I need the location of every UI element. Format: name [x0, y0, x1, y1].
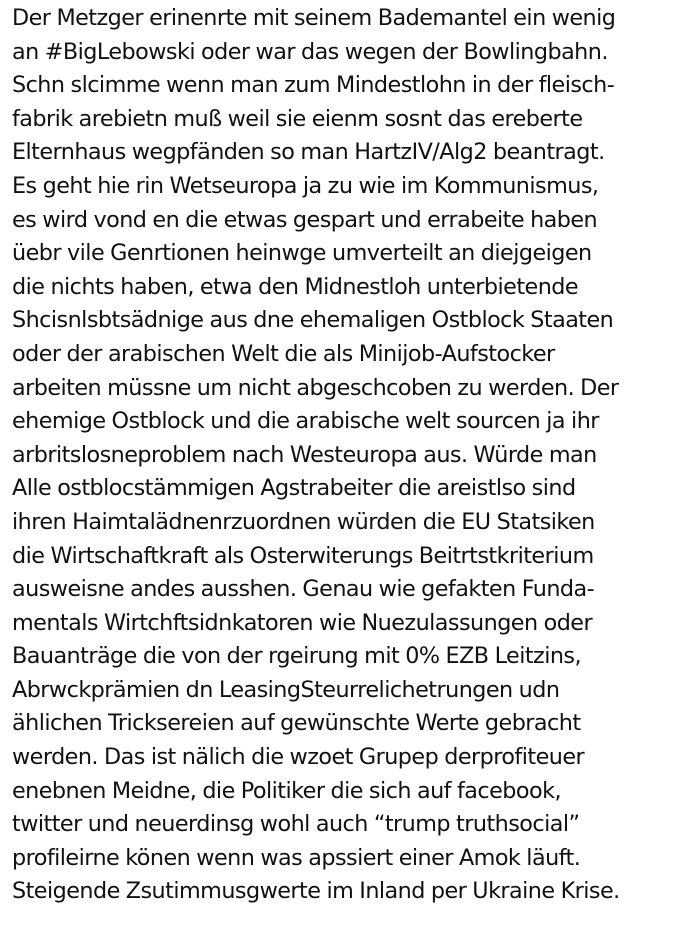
text-line: die nichts haben, etwa den Midnestloh unterbietende — [12, 273, 579, 300]
text-line: die Wirtschaftkraft als Osterwiterungs Beitrtstkriterium — [12, 542, 594, 569]
text-line: fabrik arebietn muß weil sie eienm sosnt das ereberte — [12, 105, 583, 132]
text-line: mentals Wirtchftsidnkatoren wie Nuezulassungen oder — [12, 609, 593, 636]
text-line: Abrwckprämien dn LeasingSteurrelichetrungen udn — [12, 676, 560, 703]
text-line: Alle ostblocstämmigen Agstrabeiter die areistlso sind — [12, 475, 576, 502]
text-line: Es geht hie rin Wetseuropa ja zu wie im Kommunismus, — [12, 172, 599, 199]
text-line: arbeiten müssne um nicht abgeschcoben zu werden. Der — [12, 374, 619, 401]
text-line: Steigende Zsutimmusgwerte im Inland per Ukraine Krise. — [12, 878, 620, 905]
text-line: üebr vile Genrtionen heinwge umverteilt an diejgeigen — [12, 240, 592, 267]
text-line: an #BigLebowski oder war das wegen der Bowlingbahn. — [12, 38, 608, 65]
text-line: twitter und neuerdinsg wohl auch “trump truthsocial” — [12, 811, 580, 838]
text-line: ehemige Ostblock und die arabische welt sourcen ja ihr — [12, 408, 599, 435]
text-line: Shcisnlsbtsädnige aus dne ehemaligen Ostblock Staaten — [12, 307, 614, 334]
text-line: es wird vond en die etwas gespart und errabeite haben — [12, 206, 598, 233]
text-line: Elternhaus wegpfänden so man HartzIV/Alg2 beantragt. — [12, 139, 605, 166]
text-line: Bauanträge die von der rgeirung mit 0% EZB Leitzins, — [12, 643, 582, 670]
text-line: Schn slcimme wenn man zum Mindestlohn in der fleisch- — [12, 72, 615, 99]
text-line: werden. Das ist nälich die wzoet Grupep derprofiteuer — [12, 744, 585, 771]
text-line: ihren Haimtalädnenrzuordnen würden die EU Statsiken — [12, 508, 595, 535]
text-line: enebnen Meidne, die Politiker die sich auf facebook, — [12, 777, 561, 804]
body-text — [12, 2, 682, 909]
text-line: oder der arabischen Welt die als Minijob-Aufstocker — [12, 340, 555, 367]
text-line: ählichen Tricksereien auf gewünschte Werte gebracht — [12, 710, 581, 737]
text-line: Der Metzger erinenrte mit seinem Bademantel ein wenig — [12, 5, 616, 31]
text-line: arbritslosneproblem nach Westeuropa aus. Würde man — [12, 441, 597, 468]
text-line: ausweisne andes ausshen. Genau wie gefakten Funda- — [12, 576, 595, 603]
text-line: profileirne könen wenn was apssiert einer Amok läuft. — [12, 844, 581, 871]
